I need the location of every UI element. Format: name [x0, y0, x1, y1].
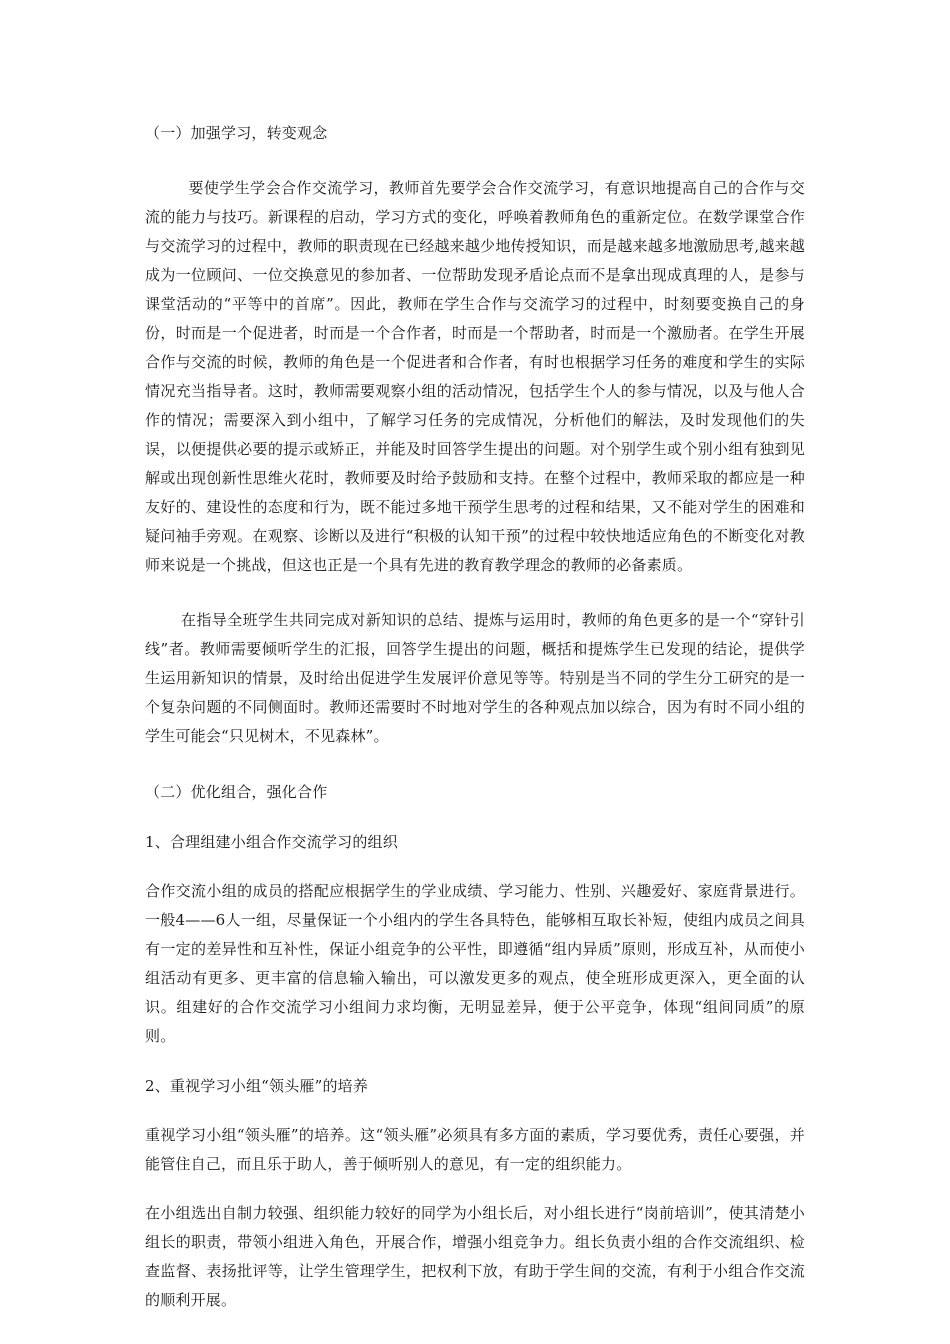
subsection1-paragraph: 合作交流小组的成员的搭配应根据学生的学业成绩、学习能力、性别、兴趣爱好、家庭背景进行。一般4——6人一组，尽量保证一个小组内的学生各具特色，能够相互取长补短，使组内成员之间具有一定的差异性和互补性，保证小组竞争的公平性，即遵循“组内异质”原则，形成互补，从而使小组活动有更多、更丰富的信息输入输出，可以激发更多的观点，使全班形成更深入，更全面的认识。组建好的合作交流学习小组间力求均衡，无明显差异，便于公平竞争，体现“组间同质”的原则。	[145, 882, 805, 1045]
subsection2-paragraph-1: 重视学习小组“领头雁”的培养。这“领头雁”必须具有多方面的素质，学习要优秀，责任心要强，并能管住自己，而且乐于助人，善于倾听别人的意见，有一定的组织能力。	[145, 1126, 805, 1173]
spacer	[145, 1051, 805, 1071]
section1-paragraph-2: 在指导全班学生共同完成对新知识的总结、提炼与运用时，教师的角色更多的是一个“穿针引线”者。教师需要倾听学生的汇报，回答学生提出的问题，概括和提炼学生已发现的结论，提供学生运用新知识的情景，及时给出促进学生发展评价意见等等。特别是当不同的学生分工研究的是一个复杂问题的不同侧面时。教师还需要时不时地对学生的各种观点加以综合，因为有时不同小组的学生可能会“只见树木，不见森林”。	[145, 611, 805, 745]
document-page	[145, 118, 805, 1315]
spacer	[145, 751, 805, 777]
subsection2-heading: 2、重视学习小组“领头雁”的培养	[145, 1077, 369, 1095]
spacer	[145, 857, 805, 877]
spacer	[145, 148, 805, 174]
spacer	[145, 1179, 805, 1199]
subsection2-paragraph-2: 在小组选出自制力较强、组织能力较好的同学为小组长后，对小组长进行“岗前培训”，使其清楚小组长的职责，带领小组进入角色，开展合作，增强小组竞争力。组长负责小组的合作交流组织、检查监督、表扬批评等，让学生管理学生，把权利下放，有助于学生间的交流，有利于小组合作交流的顺利开展。	[145, 1204, 805, 1309]
section2-heading: （二）优化组合，强化合作	[145, 783, 328, 801]
spacer	[145, 807, 805, 827]
subsection1-heading: 1、合理组建小组合作交流学习的组织	[145, 833, 398, 851]
spacer	[145, 580, 805, 606]
section1-heading: （一）加强学习，转变观念	[145, 124, 328, 142]
section1-paragraph-1: 要使学生学会合作交流学习，教师首先要学会合作交流学习，有意识地提高自己的合作与交流的能力与技巧。新课程的启动，学习方式的变化，呼唤着教师角色的重新定位。在数学课堂合作与交流学习的过程中，教师的职责现在已经越来越少地传授知识，而是越来越多地激励思考,越来越成为一位顾问、一位交换意见的参加者、一位帮助发现矛盾论点而不是拿出现成真理的人，是参与课堂活动的“平等中的首席”。因此，教师在学生合作与交流学习的过程中，时刻要变换自己的身份，时而是一个促进者，时而是一个合作者，时而是一个帮助者，时而是一个激励者。在学生开展合作与交流的时候，教师的角色是一个促进者和合作者，有时也根据学习任务的难度和学生的实际情况充当指导者。这时，教师需要观察小组的活动情况，包括学生个人的参与情况，以及与他人合作的情况；需要深入到小组中，了解学习任务的完成情况，分析他们的解法，及时发现他们的失误，以便提供必要的提示或矫正，并能及时回答学生提出的问题。对个别学生或个别小组有独到见解或出现创新性思维火花时，教师要及时给予鼓励和支持。在整个过程中，教师采取的都应是一种友好的、建设性的态度和行为，既不能过多地干预学生思考的过程和结果，又不能对学生的困难和疑问袖手旁观。在观察、诊断以及进行“积极的认知干预”的过程中较快地适应角色的不断变化对教师来说是一个挑战，但这也正是一个具有先进的教育教学理念的教师的必备素质。	[145, 179, 805, 574]
spacer	[145, 1101, 805, 1121]
